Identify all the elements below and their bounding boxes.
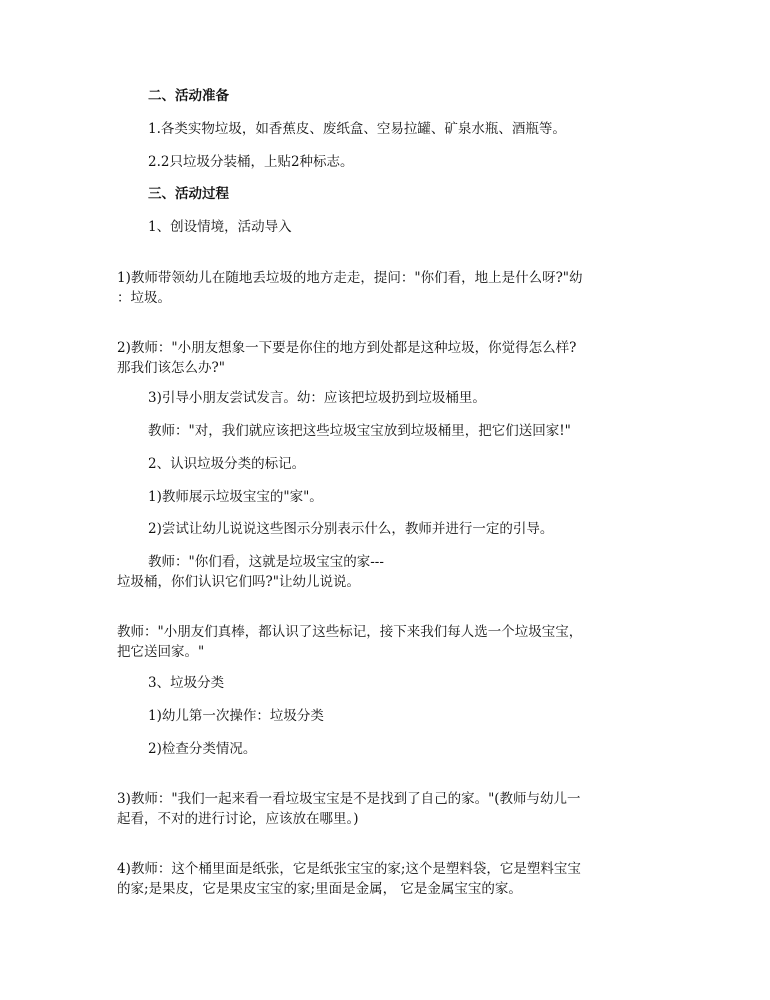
preparation-item-2: 2.2只垃圾分装桶，上贴2种标志。 — [148, 154, 354, 170]
paragraph-11-line-2: 起看，不对的进行讨论，应该放在哪里。) — [117, 811, 359, 827]
paragraph-4: 教师："对，我们就应该把这些垃圾宝宝放到垃圾桶里，把它们送回家!" — [148, 423, 571, 439]
paragraph-8-line-1: 教师："小朋友们真棒，都认识了这些标记，接下来我们每人选一个垃圾宝宝， — [117, 624, 583, 640]
paragraph-5: 1)教师展示垃圾宝宝的"家"。 — [148, 489, 323, 505]
paragraph-3: 3)引导小朋友尝试发言。幼：应该把垃圾扔到垃圾桶里。 — [148, 390, 486, 406]
paragraph-9: 1)幼儿第一次操作：垃圾分类 — [148, 708, 324, 724]
section-heading-process: 三、活动过程 — [148, 186, 229, 202]
paragraph-6: 2)尝试让幼儿说说这些图示分别表示什么，教师并进行一定的引导。 — [148, 521, 554, 537]
paragraph-1-line-2: ：垃圾。 — [117, 290, 171, 306]
paragraph-1-line-1: 1)教师带领幼儿在随地丢垃圾的地方走走，提问："你们看，地上是什么呀?"幼 — [117, 270, 583, 286]
paragraph-10: 2)检查分类情况。 — [148, 741, 257, 757]
paragraph-2-line-1: 2)教师："小朋友想象一下要是你住的地方到处都是这种垃圾，你觉得怎么样? — [117, 340, 577, 356]
step-2-title: 2、认识垃圾分类的标记。 — [148, 456, 306, 472]
paragraph-8-line-2: 把它送回家。" — [117, 644, 205, 660]
preparation-item-1: 1.各类实物垃圾，如香蕉皮、废纸盒、空易拉罐、矿泉水瓶、酒瓶等。 — [148, 121, 566, 137]
paragraph-7-line-2: 垃圾桶，你们认识它们吗?"让幼儿说说。 — [117, 574, 360, 590]
paragraph-11-line-1: 3)教师："我们一起来看一看垃圾宝宝是不是找到了自己的家。"(教师与幼儿一 — [117, 791, 581, 807]
paragraph-7-line-1: 教师："你们看，这就是垃圾宝宝的家--- — [148, 554, 384, 570]
step-3-title: 3、垃圾分类 — [148, 675, 225, 691]
step-1-title: 1、创设情境，活动导入 — [148, 219, 292, 235]
paragraph-2-line-2: 那我们该怎么办?" — [117, 360, 225, 376]
paragraph-12-line-1: 4)教师：这个桶里面是纸张，它是纸张宝宝的家;这个是塑料袋，它是塑料宝宝 — [117, 861, 581, 877]
section-heading-preparation: 二、活动准备 — [148, 88, 229, 104]
paragraph-12-line-2: 的家;是果皮，它是果皮宝宝的家;里面是金属， 它是金属宝宝的家。 — [117, 881, 522, 897]
